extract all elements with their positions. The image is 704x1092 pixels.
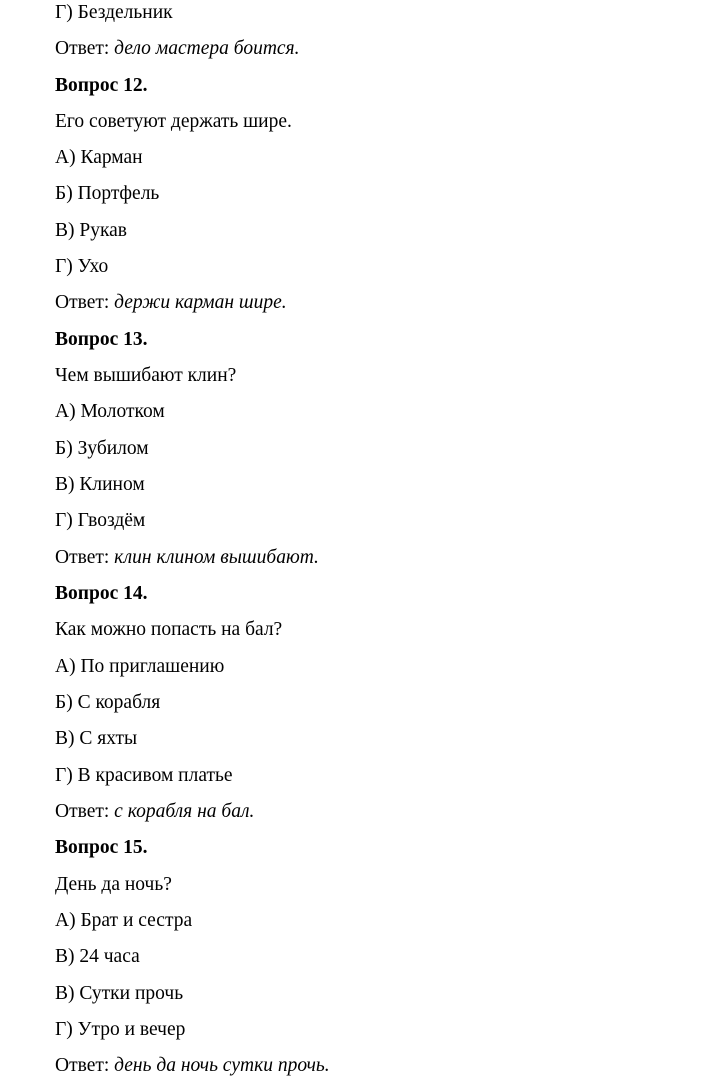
option-line: В) С яхты [55, 728, 138, 749]
option-line: Б) Зубилом [55, 438, 149, 459]
option-line: В) Клином [55, 474, 145, 495]
option-line: Г) Бездельник [55, 2, 173, 23]
option-line: Г) Утро и вечер [55, 1019, 186, 1040]
option-line: Г) Гвоздём [55, 510, 146, 531]
answer-label: Ответ: [55, 1055, 110, 1076]
question-heading: Вопрос 15. [55, 837, 148, 858]
answer-label: Ответ: [55, 547, 110, 568]
option-line: В) Рукав [55, 220, 128, 241]
option-line: Б) Портфель [55, 183, 160, 204]
answer-line [55, 546, 319, 570]
answer-line [55, 800, 254, 824]
answer-line [55, 37, 300, 61]
option-line: Г) Ухо [55, 256, 109, 277]
answer-text: клин клином вышибают. [114, 547, 319, 568]
answer-text: день да ночь сутки прочь. [114, 1055, 330, 1076]
option-line: А) По приглашению [55, 656, 225, 677]
option-line: А) Молотком [55, 401, 165, 422]
answer-line [55, 291, 287, 315]
option-line: Б) С корабля [55, 692, 161, 713]
answer-label: Ответ: [55, 38, 110, 59]
question-text: Его советуют держать шире. [55, 111, 292, 132]
answer-label: Ответ: [55, 801, 110, 822]
answer-text: дело мастера боится. [114, 38, 300, 59]
question-heading: Вопрос 13. [55, 329, 148, 350]
answer-label: Ответ: [55, 292, 110, 313]
question-text: Как можно попасть на бал? [55, 619, 283, 640]
option-line: А) Брат и сестра [55, 910, 193, 931]
option-line: Г) В красивом платье [55, 765, 233, 786]
answer-line [55, 1054, 330, 1078]
question-heading: Вопрос 12. [55, 75, 148, 96]
answer-text: с корабля на бал. [114, 801, 255, 822]
question-text: Чем вышибают клин? [55, 365, 237, 386]
question-heading: Вопрос 14. [55, 583, 148, 604]
question-text: День да ночь? [55, 874, 172, 895]
option-line: В) Сутки прочь [55, 983, 184, 1004]
option-line: В) 24 часа [55, 946, 140, 967]
answer-text: держи карман шире. [114, 292, 287, 313]
option-line: А) Карман [55, 147, 143, 168]
